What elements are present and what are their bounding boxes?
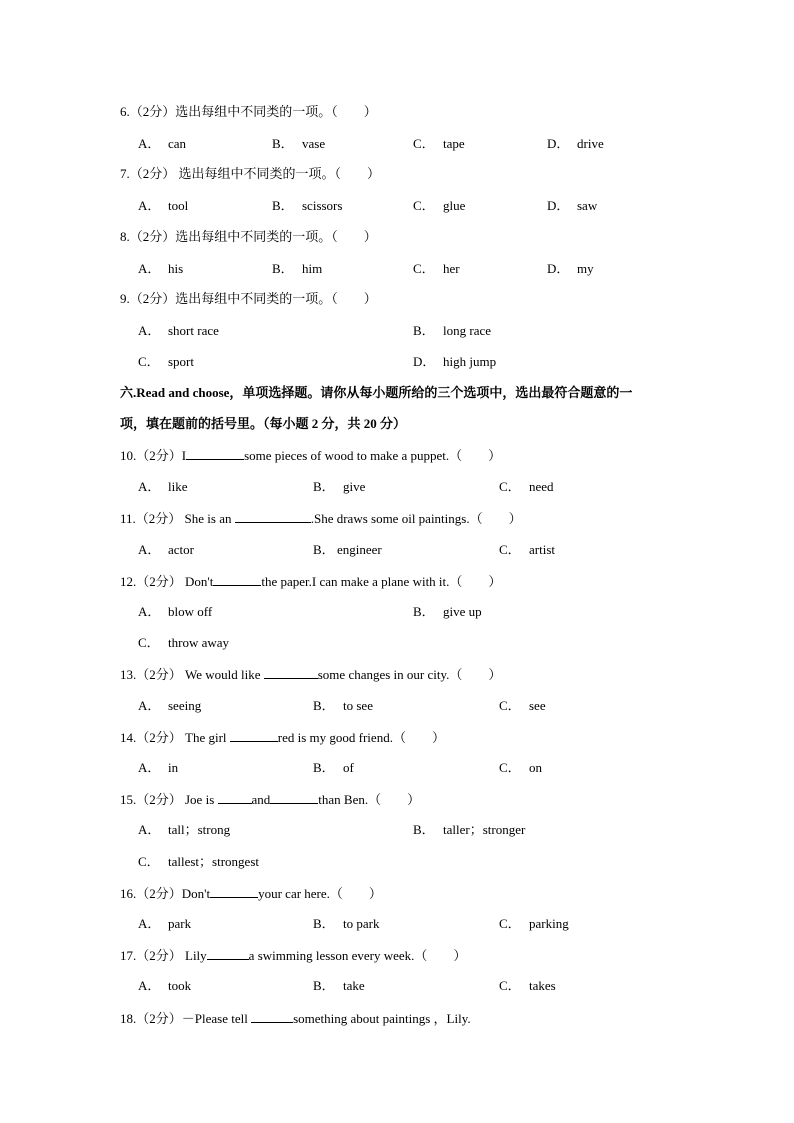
option-10a[interactable]: A． like: [138, 479, 188, 494]
option-10b[interactable]: B． give: [313, 479, 366, 494]
answer-blank: [207, 947, 249, 960]
question-12: 12.（2分） Don't the paper.I can make a plane with it.（ ）: [120, 574, 502, 589]
question-10: 10.（2分）I some pieces of wood to make a puppet.（ ）: [120, 448, 502, 463]
section-heading-line2: 项，填在题前的括号里。（每小题 2 分，共 20 分）: [120, 416, 407, 431]
option-12b[interactable]: B． give up: [413, 604, 482, 619]
option-14a[interactable]: A． in: [138, 760, 179, 775]
option-17a[interactable]: A． took: [138, 978, 192, 993]
option-17b[interactable]: B． take: [313, 978, 365, 993]
option-9d[interactable]: D． high jump: [413, 354, 497, 369]
option-8b[interactable]: B． him: [272, 261, 323, 276]
option-14c[interactable]: C． on: [499, 760, 542, 775]
question-8: 8.（2分）选出每组中不同类的一项。（ ）: [120, 229, 377, 244]
option-16b[interactable]: B． to park: [313, 916, 380, 931]
option-9c[interactable]: C． sport: [138, 354, 194, 369]
option-10c[interactable]: C． need: [499, 479, 554, 494]
option-12a[interactable]: A． blow off: [138, 604, 213, 619]
option-6a[interactable]: A． can: [138, 136, 187, 151]
question-17: 17.（2分） Lily a swimming lesson every week.（ ）: [120, 948, 467, 963]
option-15a[interactable]: A． tall；strong: [138, 822, 231, 837]
option-14b[interactable]: B． of: [313, 760, 354, 775]
question-18: 18.（2分）－Please tell something about paintings ，Lily.: [120, 1011, 471, 1026]
option-8a[interactable]: A． his: [138, 261, 184, 276]
option-16a[interactable]: A． park: [138, 916, 192, 931]
option-9b[interactable]: B． long race: [413, 323, 492, 338]
option-9a[interactable]: A． short race: [138, 323, 219, 338]
question-6: 6.（2分）选出每组中不同类的一项。（ ）: [120, 104, 377, 119]
answer-blank: [270, 791, 318, 804]
question-11: 11.（2分） She is an .She draws some oil paintings.（ ）: [120, 511, 522, 526]
option-12c[interactable]: C． throw away: [138, 635, 230, 650]
option-7c[interactable]: C． glue: [413, 198, 466, 213]
option-15c[interactable]: C． tallest；strongest: [138, 854, 259, 869]
question-14: 14.（2分） The girl red is my good friend.（ ）: [120, 730, 445, 745]
answer-blank: [218, 791, 252, 804]
answer-blank: [186, 447, 244, 460]
option-13a[interactable]: A． seeing: [138, 698, 202, 713]
option-11c[interactable]: C． artist: [499, 542, 555, 557]
answer-blank: [210, 885, 258, 898]
option-7d[interactable]: D． saw: [547, 198, 598, 213]
option-11b[interactable]: B． engineer: [313, 542, 382, 557]
answer-blank: [264, 666, 318, 679]
answer-blank: [213, 573, 261, 586]
section-heading-line1: 六.Read and choose，单项选择题。请你从每小题所给的三个选项中，选出最符合题意的一: [120, 385, 633, 400]
question-13: 13.（2分） We would like some changes in our city.（ ）: [120, 667, 502, 682]
option-6c[interactable]: C． tape: [413, 136, 465, 151]
question-16: 16.（2分）Don't your car here.（ ）: [120, 886, 382, 901]
answer-blank: [251, 1010, 293, 1023]
answer-blank: [235, 510, 311, 523]
option-11a[interactable]: A． actor: [138, 542, 194, 557]
question-15: 15.（2分） Joe is and than Ben.（ ）: [120, 792, 421, 807]
question-9: 9.（2分）选出每组中不同类的一项。（ ）: [120, 291, 377, 306]
option-13b[interactable]: B． to see: [313, 698, 373, 713]
option-6b[interactable]: B． vase: [272, 136, 326, 151]
option-8c[interactable]: C． her: [413, 261, 460, 276]
option-6d[interactable]: D． drive: [547, 136, 604, 151]
option-13c[interactable]: C． see: [499, 698, 546, 713]
answer-blank: [230, 729, 278, 742]
option-8d[interactable]: D． my: [547, 261, 594, 276]
option-7a[interactable]: A． tool: [138, 198, 189, 213]
option-17c[interactable]: C． takes: [499, 978, 556, 993]
option-15b[interactable]: B． taller；stronger: [413, 822, 526, 837]
option-16c[interactable]: C． parking: [499, 916, 569, 931]
question-7: 7.（2分） 选出每组中不同类的一项。（ ）: [120, 166, 381, 181]
option-7b[interactable]: B． scissors: [272, 198, 343, 213]
